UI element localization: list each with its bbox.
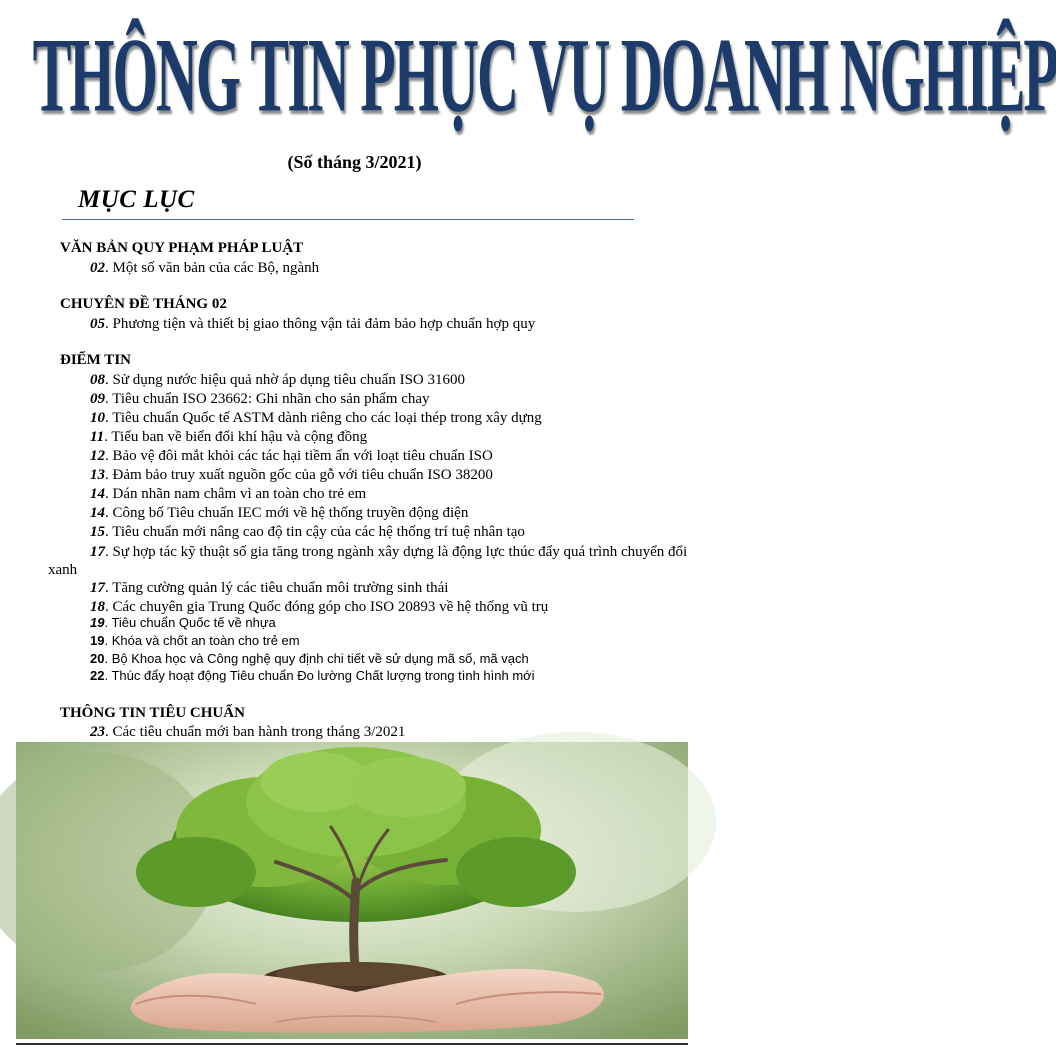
masthead-title: THÔNG TIN PHỤC VỤ DOANH NGHIỆP: [32, 16, 1056, 135]
page-number: 05: [90, 316, 105, 332]
section-heading-standards-info: THÔNG TIN TIÊU CHUẨN: [60, 705, 245, 721]
toc-entry[interactable]: [90, 633, 300, 648]
section-heading-news: ĐIỂM TIN: [60, 352, 131, 368]
entry-title: . Bảo vệ đôi mắt khỏi các tác hại tiềm ẩn với loạt tiêu chuẩn ISO: [105, 448, 493, 464]
section-heading-monthly-topic: CHUYÊN ĐỀ THÁNG 02: [60, 296, 227, 312]
toc-title: MỤC LỤC: [78, 186, 195, 213]
page-number: 20: [90, 651, 105, 666]
toc-entry[interactable]: [90, 448, 493, 465]
toc-entry[interactable]: [90, 429, 367, 446]
entry-title: . Các chuyên gia Trung Quốc đóng góp cho ISO 20893 về hệ thống vũ trụ: [105, 599, 549, 615]
page-number: 19: [90, 633, 105, 648]
entry-title: . Một số văn bản của các Bộ, ngành: [105, 260, 320, 276]
masthead-container: [0, 0, 1056, 150]
toc-entry[interactable]: [90, 505, 468, 522]
toc-entry[interactable]: [90, 599, 548, 616]
toc-entry[interactable]: [90, 724, 405, 741]
entry-title: . Tăng cường quản lý các tiêu chuẩn môi trường sinh thái: [105, 580, 449, 596]
entry-title: . Dán nhãn nam châm vì an toàn cho trẻ em: [105, 486, 367, 502]
entry-title: . Thúc đẩy hoạt động Tiêu chuẩn Đo lường Chất lượng trong tình hình mới: [104, 668, 535, 683]
entry-title: . Tiêu chuẩn Quốc tế về nhựa: [104, 615, 276, 630]
page-number: 11: [90, 429, 105, 445]
toc-entry[interactable]: [90, 651, 529, 666]
section-heading-legal-docs: VĂN BẢN QUY PHẠM PHÁP LUẬT: [60, 240, 304, 256]
page-number: 09: [90, 391, 105, 407]
toc-entry[interactable]: [90, 260, 319, 277]
toc-entry[interactable]: [90, 467, 493, 484]
page-number: 15: [90, 524, 105, 540]
page-number: 13: [90, 467, 105, 483]
entry-title: . Sự hợp tác kỹ thuật số gia tăng trong ngành xây dựng là động lực thúc đẩy quá trình chuyển đổi xanh: [48, 544, 688, 578]
entry-title: . Phương tiện và thiết bị giao thông vận tải đảm bảo hợp chuẩn hợp quy: [105, 316, 536, 332]
page-number: 17: [90, 580, 105, 596]
toc-divider: [62, 219, 634, 220]
entry-title: . Đảm bảo truy xuất nguồn gốc của gỗ với tiêu chuẩn ISO 38200: [105, 467, 493, 483]
toc-entry[interactable]: [90, 410, 542, 427]
page-number: 14: [90, 505, 105, 521]
page-number: 10: [90, 410, 105, 426]
page-number: 14: [90, 486, 105, 502]
toc-entry[interactable]: [90, 372, 465, 389]
toc-entry[interactable]: [48, 543, 708, 579]
page-number: 23: [90, 724, 105, 740]
entry-title: . Tiêu chuẩn Quốc tế ASTM dành riêng cho các loại thép trong xây dựng: [105, 410, 542, 426]
page-number: 19: [90, 615, 105, 630]
page-number: 08: [90, 372, 105, 388]
entry-title: . Khóa và chốt an toàn cho trẻ em: [104, 633, 300, 648]
page-number: 12: [90, 448, 105, 464]
toc-entry[interactable]: [90, 668, 535, 683]
toc-entry[interactable]: [90, 615, 276, 630]
toc-entry[interactable]: [90, 316, 535, 333]
cover-photo-tree-in-hands: [16, 742, 688, 1039]
toc-entry[interactable]: [90, 524, 525, 541]
page-number: 02: [90, 260, 105, 276]
entry-title: . Tiểu ban về biến đổi khí hậu và cộng đồng: [104, 429, 368, 445]
entry-title: . Bộ Khoa học và Công nghệ quy định chi tiết về sử dụng mã số, mã vạch: [104, 651, 529, 666]
page-number: 17: [90, 544, 105, 560]
toc-entry[interactable]: [90, 486, 366, 503]
toc-entry[interactable]: [90, 391, 430, 408]
entry-title: . Tiêu chuẩn mới nâng cao độ tin cậy của các hệ thống trí tuệ nhân tạo: [105, 524, 525, 540]
entry-title: . Các tiêu chuẩn mới ban hành trong tháng 3/2021: [105, 724, 406, 740]
entry-title: . Tiêu chuẩn ISO 23662: Ghi nhãn cho sản phẩm chay: [105, 391, 430, 407]
toc-entry[interactable]: [90, 580, 448, 597]
entry-title: . Sử dụng nước hiệu quả nhờ áp dụng tiêu chuẩn ISO 31600: [105, 372, 465, 388]
issue-number: (Số tháng 3/2021): [287, 152, 422, 172]
bottom-divider: [16, 1043, 688, 1045]
entry-title: . Công bố Tiêu chuẩn IEC mới về hệ thống truyền động điện: [105, 505, 469, 521]
page-number: 22: [90, 668, 105, 683]
page-number: 18: [90, 599, 105, 615]
